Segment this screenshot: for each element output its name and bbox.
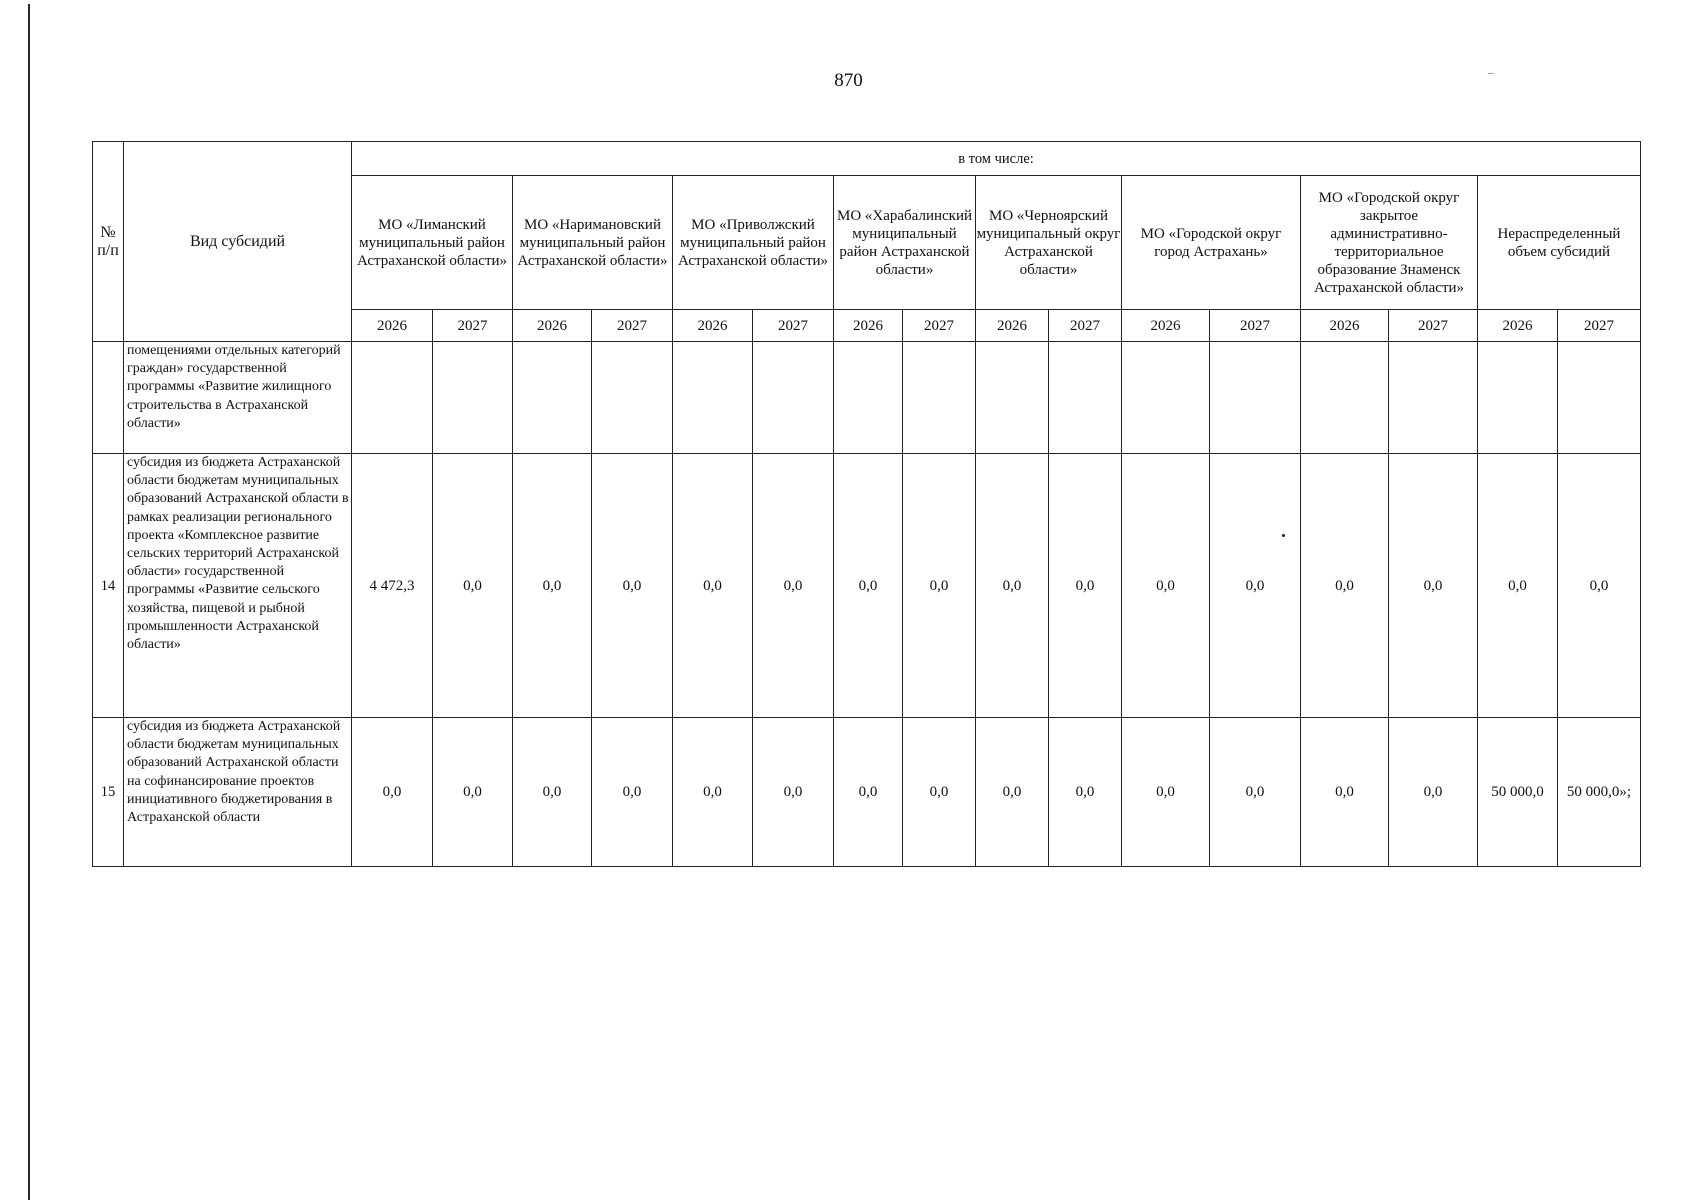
year-header: 2027 [433,310,513,342]
value-cell: 0,0 [1301,718,1389,867]
row-number: 15 [93,718,124,867]
value-cell: 0,0 [352,718,433,867]
value-cell: 0,0 [1122,454,1210,718]
value-cell: 0,0 [1049,718,1122,867]
row-number [93,342,124,454]
header-mo-znamensk: МО «Городской округ закрытое административно-территориальное образование Знаменск Астраханской области» [1301,176,1478,310]
value-cell: 50 000,0 [1478,718,1558,867]
value-cell: 4 472,3 [352,454,433,718]
table-row [93,342,1641,454]
value-cell: 0,0 [433,718,513,867]
value-cell: 0,0 [592,718,673,867]
value-cell [753,342,834,454]
year-header: 2026 [673,310,753,342]
year-header: 2026 [1301,310,1389,342]
value-cell [834,342,903,454]
year-header: 2027 [1049,310,1122,342]
value-cell: 0,0 [592,454,673,718]
table-row [93,718,1641,867]
year-header: 2026 [352,310,433,342]
scan-speck [1488,73,1494,74]
value-cell: 0,0 [513,718,592,867]
value-cell: 0,0 [1389,454,1478,718]
header-mo-narimanovsky: МО «Наримановский муниципальный район Астраханской области» [513,176,673,310]
value-cell: 0,0 [673,718,753,867]
subsidy-description: субсидия из бюджета Астраханской области бюджетам муниципальных образований Астраханской области в рамках реализации регионального проекта «Комплексное развитие сельских территорий Астраханской области» государственной программы «Развитие сельского хозяйства, пищевой и рыбной промышленности Астраханской области» [124,454,352,718]
value-cell: 0,0 [1210,718,1301,867]
year-header: 2026 [834,310,903,342]
row-number: 14 [93,454,124,718]
table-row [93,454,1641,718]
year-header: 2026 [976,310,1049,342]
value-cell: 0,0 [513,454,592,718]
subsidy-description: субсидия из бюджета Астраханской области бюджетам муниципальных образований Астраханской области на софинансирование проектов инициативного бюджетирования в Астраханской области [124,718,352,867]
header-including: в том числе: [352,142,1641,176]
value-cell: 0,0 [1301,454,1389,718]
year-header: 2027 [1210,310,1301,342]
value-cell [1558,342,1641,454]
subsidy-table [92,141,1641,867]
value-cell [1389,342,1478,454]
value-cell: 0,0 [1210,454,1301,718]
value-cell [1049,342,1122,454]
header-mo-kharabalinsky: МО «Харабалинский муниципальный район Астраханской области» [834,176,976,310]
year-header: 2027 [1558,310,1641,342]
value-cell [433,342,513,454]
binding-line [28,4,30,1200]
year-header: 2026 [1122,310,1210,342]
value-cell: 0,0 [1122,718,1210,867]
value-cell: 0,0 [834,718,903,867]
header-mo-privolzhsky: МО «Приволжский муниципальный район Астраханской области» [673,176,834,310]
value-cell [513,342,592,454]
value-cell: 0,0 [903,454,976,718]
value-cell: 0,0 [903,718,976,867]
year-header: 2026 [1478,310,1558,342]
value-cell [1478,342,1558,454]
value-cell [903,342,976,454]
header-mo-chernoyarsky: МО «Черноярский муниципальный округ Астраханской области» [976,176,1122,310]
value-cell [1210,342,1301,454]
value-cell [673,342,753,454]
year-header: 2027 [1389,310,1478,342]
header-mo-astrakhan: МО «Городской округ город Астрахань» [1122,176,1301,310]
value-cell: 0,0 [1558,454,1641,718]
year-header: 2027 [753,310,834,342]
header-unallocated: Нераспределенный объем субсидий [1478,176,1641,310]
value-cell: 0,0 [673,454,753,718]
page-number: 870 [834,70,863,91]
value-cell: 0,0 [753,718,834,867]
value-cell: 0,0 [1478,454,1558,718]
value-cell [592,342,673,454]
value-cell: 0,0 [976,454,1049,718]
value-cell [1122,342,1210,454]
header-num: № п/п [93,142,124,342]
subsidy-description: помещениями отдельных категорий граждан» государственной программы «Развитие жилищного строительства в Астраханской области» [124,342,352,454]
value-cell [352,342,433,454]
year-header: 2026 [513,310,592,342]
year-header: 2027 [592,310,673,342]
value-cell: 0,0 [1389,718,1478,867]
year-header: 2027 [903,310,976,342]
value-cell: 0,0 [433,454,513,718]
header-subsidy-type: Вид субсидий [124,142,352,342]
value-cell: 0,0 [976,718,1049,867]
scan-dot [1282,534,1285,537]
value-cell: 50 000,0»; [1558,718,1641,867]
value-cell [1301,342,1389,454]
value-cell: 0,0 [834,454,903,718]
value-cell: 0,0 [753,454,834,718]
header-mo-limansky: МО «Лиманский муниципальный район Астраханской области» [352,176,513,310]
value-cell: 0,0 [1049,454,1122,718]
value-cell [976,342,1049,454]
